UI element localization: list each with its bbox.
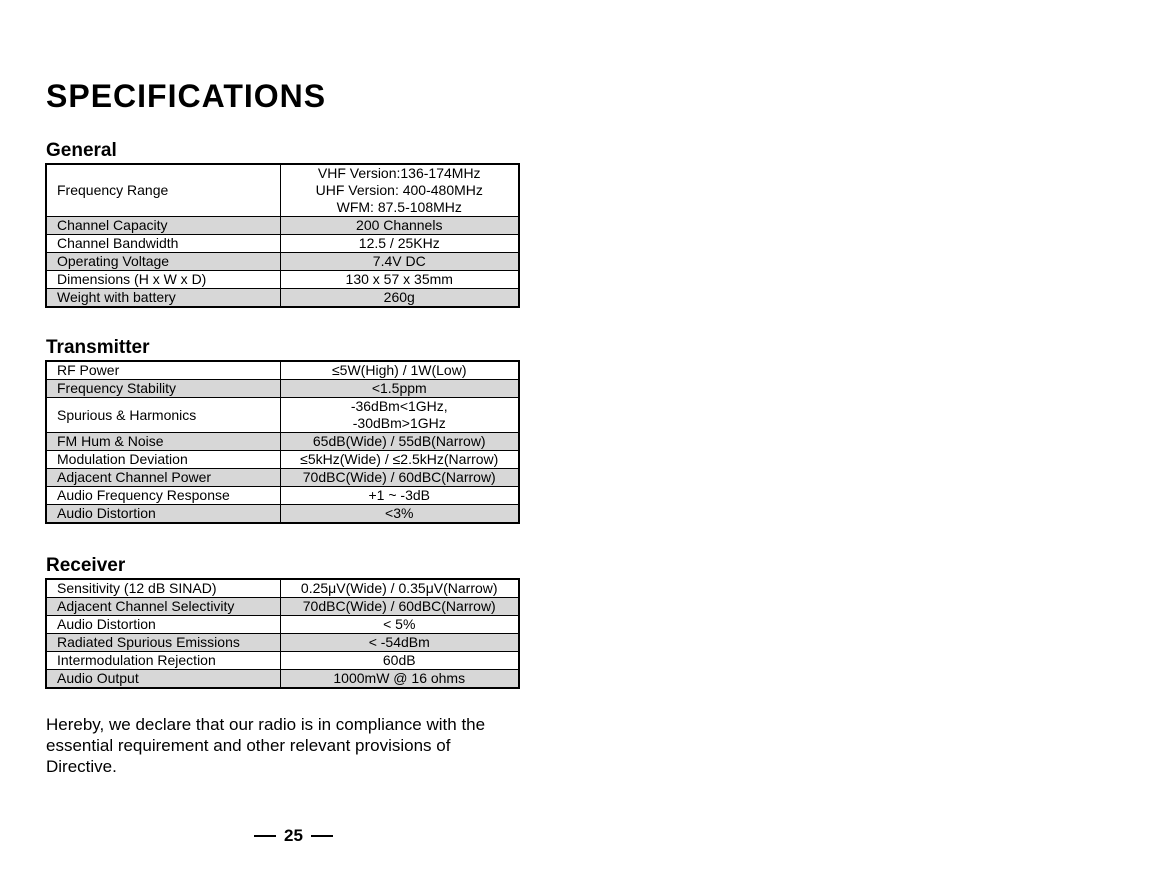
spec-value	[280, 598, 519, 616]
table-row	[46, 235, 519, 253]
spec-value-line: 0.25μV(Wide) / 0.35μV(Narrow)	[300, 580, 498, 596]
spec-label: Radiated Spurious Emissions	[46, 634, 280, 652]
spec-value	[280, 253, 519, 271]
general-spec-table	[45, 163, 520, 308]
table-row	[46, 253, 519, 271]
table-row	[46, 361, 519, 380]
spec-value	[280, 634, 519, 652]
spec-value-line: 65dB(Wide) / 55dB(Narrow)	[312, 433, 486, 449]
spec-value	[280, 433, 519, 451]
spec-label: Channel Capacity	[46, 217, 280, 235]
spec-value-line: 7.4V DC	[372, 253, 426, 269]
spec-value-line: 1000mW @ 16 ohms	[333, 670, 466, 686]
spec-value-line: 260g	[383, 289, 415, 305]
spec-label: Frequency Range	[46, 164, 280, 217]
spec-value-line: 12.5 / 25KHz	[358, 235, 440, 251]
spec-label: RF Power	[46, 361, 280, 380]
spec-value-line: WFM: 87.5-108MHz	[336, 199, 462, 215]
spec-value	[280, 217, 519, 235]
page-footer	[254, 826, 333, 846]
table-row	[46, 164, 519, 217]
spec-label: Operating Voltage	[46, 253, 280, 271]
spec-value-line: <3%	[385, 505, 414, 521]
table-row	[46, 271, 519, 289]
spec-label: Channel Bandwidth	[46, 235, 280, 253]
table-row	[46, 634, 519, 652]
spec-value-line: UHF Version: 400-480MHz	[315, 182, 483, 198]
section-heading-receiver: Receiver	[46, 555, 126, 576]
table-row	[46, 616, 519, 634]
table-row	[46, 433, 519, 451]
dash-left	[254, 835, 276, 837]
table-row	[46, 398, 519, 433]
table-row	[46, 487, 519, 505]
table-row	[46, 469, 519, 487]
table-row	[46, 579, 519, 598]
compliance-declaration: Hereby, we declare that our radio is in compliance with the essential requirement and other relevant provisions of Directive.	[46, 715, 486, 776]
spec-value-line: ≤5W(High) / 1W(Low)	[332, 362, 467, 378]
spec-value-line: ≤5kHz(Wide) / ≤2.5kHz(Narrow)	[300, 451, 499, 467]
table-row	[46, 652, 519, 670]
spec-value	[280, 579, 519, 598]
spec-label: Audio Frequency Response	[46, 487, 280, 505]
spec-label: Frequency Stability	[46, 380, 280, 398]
spec-label: Spurious & Harmonics	[46, 398, 280, 433]
spec-value-line: -30dBm>1GHz	[352, 415, 446, 431]
spec-value	[280, 487, 519, 505]
spec-value-line: 200 Channels	[356, 217, 443, 233]
spec-value	[280, 380, 519, 398]
spec-value-line: +1 ~ -3dB	[368, 487, 430, 503]
spec-label: Dimensions (H x W x D)	[46, 271, 280, 289]
spec-label: Audio Distortion	[46, 505, 280, 524]
spec-value	[280, 164, 519, 217]
table-row	[46, 451, 519, 469]
spec-value	[280, 505, 519, 524]
spec-value-line: < 5%	[383, 616, 416, 632]
table-row	[46, 505, 519, 524]
spec-label: Audio Distortion	[46, 616, 280, 634]
spec-label: Intermodulation Rejection	[46, 652, 280, 670]
section-heading-transmitter: Transmitter	[46, 337, 150, 358]
spec-label: Adjacent Channel Selectivity	[46, 598, 280, 616]
table-row	[46, 598, 519, 616]
page-number: 25	[284, 826, 303, 845]
spec-value-line: -36dBm<1GHz,	[350, 398, 448, 414]
receiver-spec-table	[45, 578, 520, 689]
spec-value	[280, 361, 519, 380]
section-heading-general: General	[46, 140, 117, 161]
spec-value-line: 60dB	[382, 652, 416, 668]
spec-value	[280, 289, 519, 308]
spec-label: Modulation Deviation	[46, 451, 280, 469]
spec-value-line: 70dBC(Wide) / 60dBC(Narrow)	[302, 469, 496, 485]
page-title: SPECIFICATIONS	[46, 78, 327, 114]
spec-value	[280, 451, 519, 469]
transmitter-spec-table	[45, 360, 520, 524]
spec-label: Audio Output	[46, 670, 280, 689]
spec-value	[280, 271, 519, 289]
spec-value-line: VHF Version:136-174MHz	[317, 165, 481, 181]
table-row	[46, 380, 519, 398]
spec-value	[280, 398, 519, 433]
spec-value-line: 70dBC(Wide) / 60dBC(Narrow)	[302, 598, 496, 614]
spec-label: Adjacent Channel Power	[46, 469, 280, 487]
table-row	[46, 217, 519, 235]
table-row	[46, 289, 519, 308]
spec-value	[280, 652, 519, 670]
spec-value	[280, 670, 519, 689]
spec-value-line: <1.5ppm	[371, 380, 427, 396]
table-row	[46, 670, 519, 689]
spec-value	[280, 235, 519, 253]
dash-right	[311, 835, 333, 837]
spec-label: Weight with battery	[46, 289, 280, 308]
spec-value-line: < -54dBm	[368, 634, 430, 650]
spec-label: FM Hum & Noise	[46, 433, 280, 451]
spec-value-line: 130 x 57 x 35mm	[345, 271, 453, 287]
spec-value	[280, 469, 519, 487]
spec-value	[280, 616, 519, 634]
spec-label: Sensitivity (12 dB SINAD)	[46, 579, 280, 598]
